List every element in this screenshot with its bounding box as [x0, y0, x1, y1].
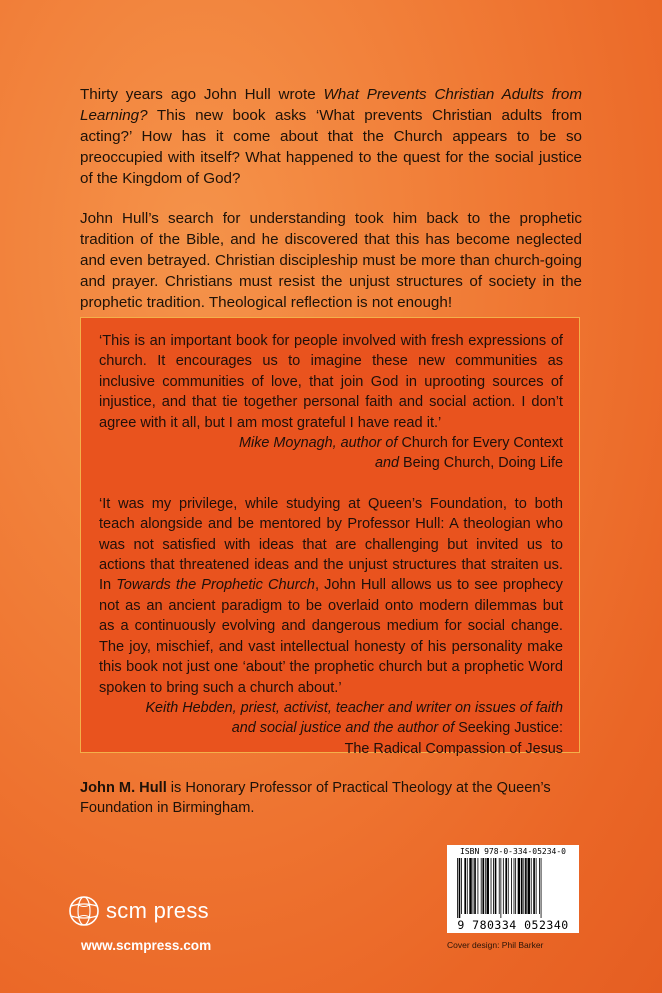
- barcode-bar: [533, 858, 535, 914]
- barcode-bar: [521, 858, 523, 914]
- publisher-website[interactable]: www.scmpress.com: [81, 938, 212, 953]
- cover-design-credit: Cover design: Phil Barker: [447, 940, 544, 950]
- barcode-bar: [461, 858, 462, 914]
- isbn-barcode: [447, 845, 579, 933]
- isbn-number: ISBN 978-0-334-05234-0: [460, 847, 566, 856]
- barcode-bar: [482, 858, 484, 914]
- endorsement-quote-1: ‘This is an important book for people involved with fresh expressions of church. It encourages us to imagine these new communities as inclusive communities of love, that join God in uprooting sources of injustice, and that tie together personal faith and social action. I don’t agree with it all, but I am most grateful I have read it.’: [99, 333, 563, 431]
- barcode-bar: [473, 858, 474, 914]
- book-title-ref: What Prevents Christian Adults from Learning?: [80, 86, 582, 124]
- barcode-bar: [515, 858, 516, 914]
- barcode-bar: [531, 858, 532, 914]
- ean-digits: 9 780334 052340: [457, 918, 569, 932]
- scm-globe-icon: [68, 895, 100, 927]
- barcode-bar: [514, 858, 515, 914]
- barcode-bar: [487, 858, 489, 914]
- barcode-bar: [523, 858, 524, 914]
- barcode-bar: [485, 858, 486, 914]
- barcode-bar: [499, 858, 500, 914]
- intro-text: [80, 84, 582, 332]
- barcode-bar: [474, 858, 476, 914]
- barcode-bar: [508, 858, 509, 914]
- barcode-bar: [491, 858, 492, 914]
- barcode-bar: [495, 858, 497, 914]
- barcode-bar: [457, 858, 458, 918]
- publisher-logo: [68, 895, 209, 927]
- barcode-bar: [518, 858, 520, 914]
- barcode-bar: [467, 858, 468, 914]
- publisher-name: scm press: [106, 898, 209, 923]
- endorsement-attribution-1: Mike Moynagh, author of Church for Every Context and Being Church, Doing Life: [239, 435, 563, 472]
- barcode-bar: [493, 858, 494, 914]
- barcode-bar: [481, 858, 482, 914]
- barcode-bars: [457, 858, 569, 918]
- barcode-bar: [536, 858, 537, 914]
- endorsement-attribution-2: Keith Hebden, priest, activist, teacher and writer on issues of faith and social justice and the author of Seeking Justice: The Radical Compassion of Jesus: [145, 699, 563, 757]
- barcode-bar: [539, 858, 540, 914]
- barcode-bar: [500, 858, 501, 918]
- barcode-bar: [464, 858, 466, 914]
- intro-paragraph-1: Thirty years ago John Hull wrote What Prevents Christian Adults from Learning? This new book asks ‘What prevents Christian adults from acting?’ How has it come about that the Church appears to be so preoccupied with itself? What happened to the quest for the social justice of the Kingdom of God?: [80, 86, 582, 187]
- barcode-bar: [478, 858, 479, 914]
- barcode-bar: [459, 858, 461, 918]
- endorsements-box: [80, 317, 580, 757]
- endorsement-quote-2: ‘It was my privilege, while studying at Queen’s Foundation, to both teach alongside and be mentored by Professor Hull: A theologian who was not satisfied with ideas that are challenging but invited us to actions that threatened ideas and the unjust structures that straiten us. In Towards the Prophetic Church, John Hull allows us to see prophecy not as an ancient paradigm to be overlaid onto modern dilemmas but as a continuously evolving and dangerous medium for social change. The joy, mischief, and vast intellectual honesty of his personality make this book not just one ‘about’ the prophetic church but a prophetic Word spoken to bring such a church about.’: [99, 495, 563, 696]
- barcode-bar: [528, 858, 530, 914]
- intro-paragraph-2: John Hull’s search for understanding took him back to the prophetic tradition of the Bible, and he discovered that this has become neglected and even betrayed. Christian discipleship must be more than church-going and prayer. Christians must resist the unjust structures of society in the prophetic tradition. Theological reflection is not enough!: [80, 210, 582, 311]
- barcode-bar: [505, 858, 507, 914]
- author-name: John M. Hull: [80, 780, 167, 796]
- barcode-bar: [541, 858, 542, 918]
- barcode-bar: [503, 858, 504, 914]
- barcode-bar: [469, 858, 471, 914]
- barcode-bar: [525, 858, 527, 914]
- barcode-bar: [511, 858, 512, 914]
- author-bio: John M. Hull is Honorary Professor of Practical Theology at the Queen’s Foundation in Birmingham.: [80, 780, 551, 816]
